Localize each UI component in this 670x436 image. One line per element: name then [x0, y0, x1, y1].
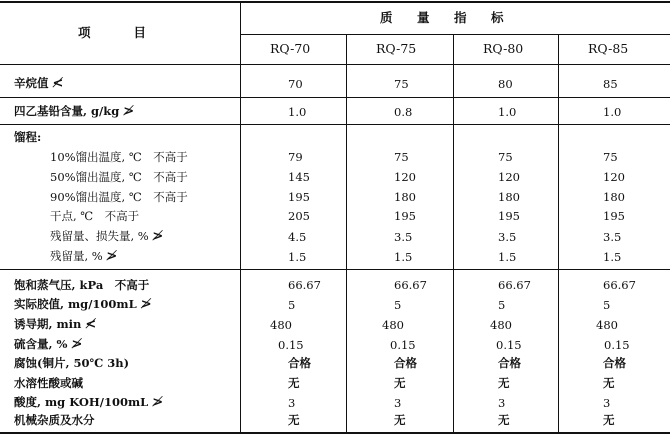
row-value: 180	[498, 190, 520, 204]
row-value: 79	[288, 150, 303, 164]
row-value: 66.67	[288, 278, 321, 292]
row-value: 无	[288, 376, 300, 390]
row-value: 无	[603, 376, 615, 390]
row-value: 1.0	[288, 105, 307, 119]
row-value: 75	[603, 150, 618, 164]
rule-sec3	[0, 269, 670, 270]
row-value: 195	[288, 190, 310, 204]
row-label: 诱导期, min ≮	[14, 317, 97, 332]
row-value: 120	[394, 170, 416, 184]
row-label: 干点, ℃ 不高于	[50, 209, 140, 223]
rule-sec2	[0, 124, 670, 125]
row-value: 3	[498, 396, 506, 410]
row-label: 硫含量, % ≯	[14, 337, 83, 352]
row-value: 无	[288, 413, 300, 427]
vrule-4	[558, 34, 559, 433]
row-value: 无	[498, 413, 510, 427]
row-value: 合格	[394, 356, 417, 370]
row-value: 4.5	[288, 230, 307, 244]
row-value: 180	[394, 190, 416, 204]
vrule-1	[240, 1, 241, 433]
rule-header-mid	[240, 34, 670, 35]
row-value: 75	[394, 150, 409, 164]
row-value: 75	[394, 77, 409, 91]
grade-rq70: RQ-70	[270, 41, 311, 56]
row-label: 腐蚀(铜片, 50℃ 3h)	[14, 356, 130, 370]
rule-sec1	[0, 97, 670, 98]
row-value: 3	[394, 396, 402, 410]
row-label: 辛烷值 ≮	[14, 76, 64, 91]
row-value: 1.0	[498, 105, 517, 119]
row-label: 四乙基铅含量, g/kg ≯	[14, 104, 135, 119]
row-value: 1.0	[603, 105, 622, 119]
rule-header-bottom	[0, 64, 670, 65]
row-value: 480	[270, 318, 292, 332]
grade-rq80: RQ-80	[483, 41, 524, 56]
row-value: 0.8	[394, 105, 413, 119]
row-value: 合格	[498, 356, 521, 370]
row-value: 80	[498, 77, 513, 91]
row-value: 5	[288, 298, 296, 312]
row-value: 0.15	[278, 338, 304, 352]
row-value: 480	[596, 318, 618, 332]
row-value: 66.67	[498, 278, 531, 292]
row-value: 合格	[603, 356, 626, 370]
row-label: 50%馏出温度, ℃ 不高于	[50, 170, 188, 184]
row-value: 145	[288, 170, 310, 184]
row-value: 无	[394, 376, 406, 390]
row-value: 5	[394, 298, 402, 312]
row-value: 0.15	[496, 338, 522, 352]
row-value: 0.15	[604, 338, 630, 352]
rule-bottom	[0, 432, 670, 434]
row-label: 饱和蒸气压, kPa 不高于	[14, 278, 150, 292]
row-value: 3.5	[394, 230, 413, 244]
row-value: 5	[498, 298, 506, 312]
vrule-3	[453, 34, 454, 433]
row-value: 195	[498, 209, 520, 223]
row-value: 无	[603, 413, 615, 427]
row-value: 3	[603, 396, 611, 410]
grade-rq75: RQ-75	[376, 41, 417, 56]
row-value: 无	[498, 376, 510, 390]
row-label: 残留量、损失量, % ≯	[50, 229, 164, 244]
row-value: 85	[603, 77, 618, 91]
row-value: 合格	[288, 356, 311, 370]
row-label: 90%馏出温度, ℃ 不高于	[50, 190, 188, 204]
row-value: 0.15	[390, 338, 416, 352]
row-value: 480	[490, 318, 512, 332]
row-label: 实际胶值, mg/100mL ≯	[14, 297, 152, 312]
row-value: 66.67	[394, 278, 427, 292]
row-label: 馏程:	[14, 130, 42, 144]
row-value: 3.5	[603, 230, 622, 244]
row-label: 酸度, mg KOH/100mL ≯	[14, 395, 164, 410]
row-value: 180	[603, 190, 625, 204]
row-label: 10%馏出温度, ℃ 不高于	[50, 150, 188, 164]
row-value: 66.67	[603, 278, 636, 292]
vrule-2	[346, 34, 347, 433]
row-label: 残留量, % ≯	[50, 249, 118, 264]
row-value: 1.5	[394, 250, 413, 264]
row-value: 195	[394, 209, 416, 223]
row-value: 5	[603, 298, 611, 312]
row-value: 480	[382, 318, 404, 332]
header-quality: 质 量 指 标	[380, 10, 510, 25]
row-value: 无	[394, 413, 406, 427]
row-value: 1.5	[603, 250, 622, 264]
row-value: 195	[603, 209, 625, 223]
row-value: 70	[288, 77, 303, 91]
row-value: 75	[498, 150, 513, 164]
row-value: 1.5	[288, 250, 307, 264]
header-item: 项 目	[78, 25, 153, 40]
row-label: 机械杂质及水分	[14, 413, 95, 427]
row-value: 120	[498, 170, 520, 184]
row-label: 水溶性酸或碱	[14, 376, 83, 390]
rule-top	[0, 1, 670, 3]
row-value: 3.5	[498, 230, 517, 244]
row-value: 120	[603, 170, 625, 184]
grade-rq85: RQ-85	[588, 41, 629, 56]
row-value: 205	[288, 209, 310, 223]
row-value: 3	[288, 396, 296, 410]
row-value: 1.5	[498, 250, 517, 264]
